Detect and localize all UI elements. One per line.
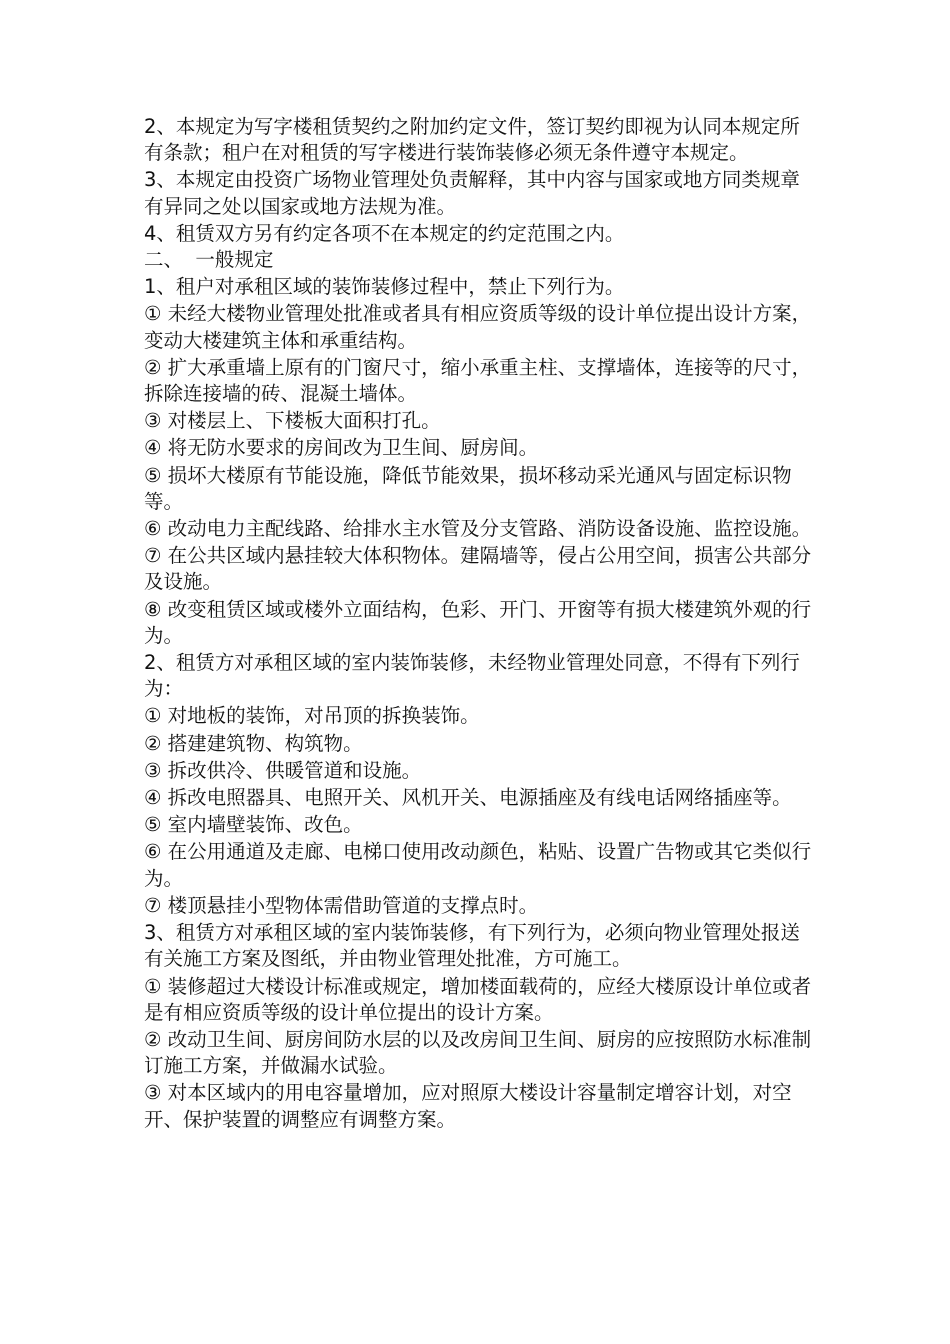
- list-item: ① 未经大楼物业管理处批准或者具有相应资质等级的设计单位提出设计方案，变动大楼建筑主体和承重结构。: [144, 302, 812, 352]
- paragraph-plan-submission-intro: 3、租赁方对承租区域的室内装饰装修，有下列行为，必须向物业管理处报送有关施工方案及图纸，并由物业管理处批准，方可施工。: [144, 921, 800, 971]
- document-page: [144, 114, 812, 1133]
- list-item: ② 改动卫生间、厨房间防水层的以及改房间卫生间、厨房的应按照防水标准制订施工方案，并做漏水试验。: [144, 1027, 812, 1078]
- list-item: ③ 拆改供冷、供暖管道和设施。: [144, 758, 422, 782]
- paragraph-clause-4: 4、租赁双方另有约定各项不在本规定的约定范围之内。: [144, 221, 625, 245]
- list-item: ④ 将无防水要求的房间改为卫生间、厨房间。: [144, 436, 539, 460]
- list-item: ① 对地板的装饰，对吊顶的拆换装饰。: [144, 704, 480, 728]
- list-item: ③ 对楼层上、下楼板大面积打孔。: [144, 409, 441, 433]
- paragraph-approval-required-intro: 2、租赁方对承租区域的室内装饰装修，未经物业管理处同意，不得有下列行为：: [144, 651, 800, 701]
- list-item: ⑦ 在公共区域内悬挂较大体积物体。建隔墙等，侵占公用空间，损害公共部分及设施。: [144, 544, 812, 594]
- list-item: ③ 对本区域内的用电容量增加，应对照原大楼设计容量制定增容计划，对空开、保护装置的调整应有调整方案。: [144, 1081, 792, 1131]
- paragraph-prohibited-intro: 1、租户对承租区域的装饰装修过程中，禁止下列行为。: [144, 275, 625, 299]
- list-item: ⑤ 室内墙壁装饰、改色。: [144, 813, 363, 837]
- list-item: ⑧ 改变租赁区域或楼外立面结构，色彩、开门、开窗等有损大楼建筑外观的行为。: [144, 597, 812, 647]
- list-item: ④ 拆改电照器具、电照开关、风机开关、电源插座及有线电话网络插座等。: [144, 786, 792, 810]
- section-heading-general: 二、 一般规定: [144, 248, 274, 272]
- list-item: ⑥ 在公用通道及走廊、电梯口使用改动颜色，粘贴、设置广告物或其它类似行为。: [144, 840, 812, 890]
- paragraph-clause-3: 3、本规定由投资广场物业管理处负责解释，其中内容与国家或地方同类规章有异同之处以国家或地方法规为准。: [144, 168, 800, 218]
- list-item: ① 装修超过大楼设计标准或规定，增加楼面载荷的，应经大楼原设计单位或者是有相应资质等级的设计单位提出的设计方案。: [144, 974, 812, 1024]
- list-item: ② 扩大承重墙上原有的门窗尺寸，缩小承重主柱、支撑墙体，连接等的尺寸，拆除连接墙的砖、混凝土墙体。: [144, 355, 812, 406]
- list-item: ⑦ 楼顶悬挂小型物体需借助管道的支撑点时。: [144, 893, 539, 917]
- list-item: ② 搭建建筑物、构筑物。: [144, 731, 363, 755]
- list-item: ⑤ 损坏大楼原有节能设施，降低节能效果，损坏移动采光通风与固定标识物等。: [144, 463, 792, 513]
- list-item: ⑥ 改动电力主配线路、给排水主水管及分支管路、消防设备设施、监控设施。: [144, 517, 812, 541]
- paragraph-clause-2: 2、本规定为写字楼租赁契约之附加约定文件，签订契约即视为认同本规定所有条款；租户在对租赁的写字楼进行装饰装修必须无条件遵守本规定。: [144, 115, 800, 165]
